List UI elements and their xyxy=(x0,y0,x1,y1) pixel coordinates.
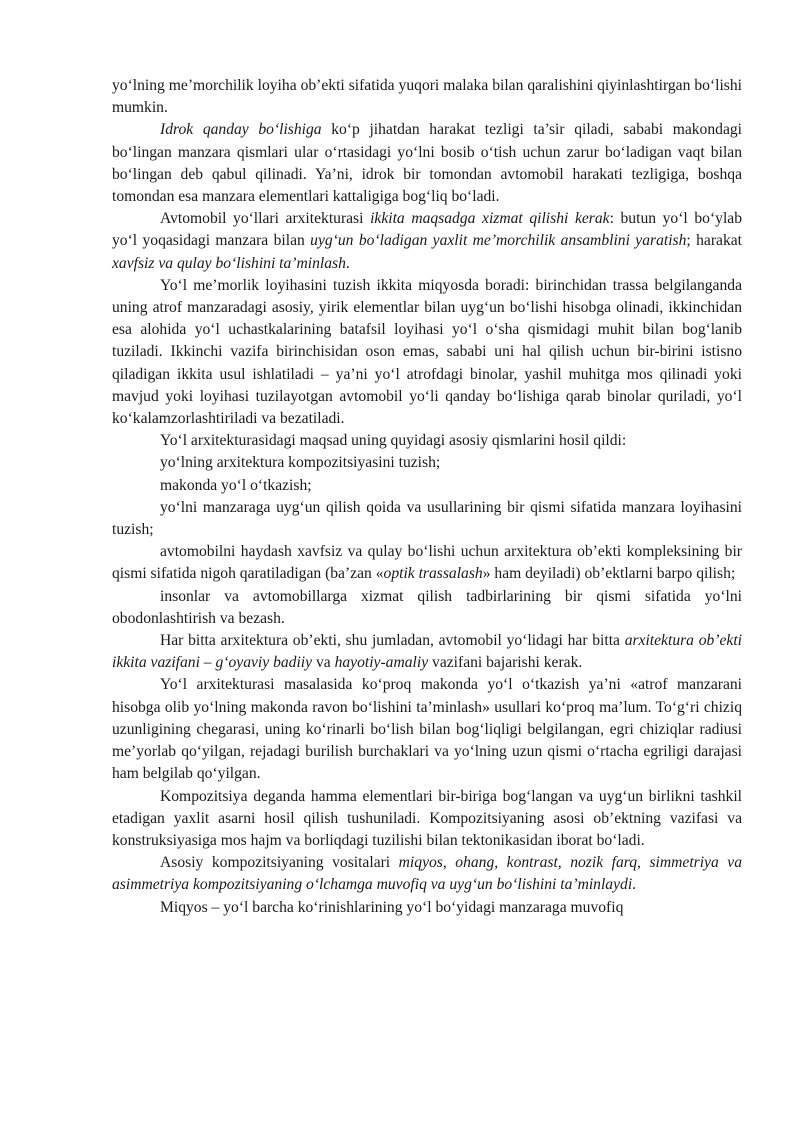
text-run: » ham deyiladi) ob’ektlarni barpo qilish; xyxy=(482,565,736,583)
italic-run: uyg‘un bo‘ladigan yaxlit me’morchilik ansamblini yaratish xyxy=(310,232,687,250)
text-run: Kompozitsiya deganda hamma elementlari bir-biriga bog‘langan va uyg‘un birlikni tashkil etadigan yaxlit asarni hosil qilish tushuniladi. Kompozitsiyaning asosi ob’ektning vazifasi va konstruksiyasiga mos hajm va borliqdagi tuzilishi bilan tektonikasidan iborat bo‘ladi. xyxy=(112,787,742,849)
list-item xyxy=(112,452,742,474)
text-run: Yo‘l arxitekturasidagi maqsad uning quyidagi asosiy qismlarini hosil qildi: xyxy=(160,432,627,450)
paragraph xyxy=(112,119,742,208)
list-item xyxy=(112,497,742,541)
paragraph xyxy=(112,75,742,119)
italic-run: Idrok qanday bo‘lishiga xyxy=(160,121,322,139)
text-run: Miqyos – yo‘l barcha ko‘rinishlarining yo‘l bo‘yidagi manzaraga muvofiq xyxy=(160,898,624,916)
text-run: ko‘p jihatdan harakat tezligi ta’sir qiladi, sababi makondagi bo‘lingan manzara qismlari ular o‘rtasidagi yo‘lni bosib o‘tish uchun zarur bo‘ladigan vaqt bilan bo‘lingan deb qabul qilinadi. Ya’ni, idrok bir tomondan avtomobil harakati tezligiga, boshqa tomondan esa manzara elementlari kattaligiga bog‘liq bo‘ladi. xyxy=(112,121,742,206)
list-item xyxy=(112,541,742,585)
text-run: insonlar va avtomobillarga xizmat qilish tadbirlarining bir qismi sifatida yo‘lni obodonlashtirish va bezash. xyxy=(112,587,742,627)
text-run: yo‘lni manzaraga uyg‘un qilish qoida va usullarining bir qismi sifatida manzara loyihasini tuzish; xyxy=(112,498,742,539)
list-item xyxy=(112,475,742,497)
italic-run: optik trassalash xyxy=(383,565,483,583)
text-run: . xyxy=(345,254,350,272)
text-run: Har bitta arxitektura ob’ekti, shu jumladan, avtomobil yo‘lidagi har bitta xyxy=(160,632,625,650)
text-run: vazifani bajarishi kerak. xyxy=(428,654,583,672)
text-run: : butun yo‘l bo‘ylab yo‘l yoqasidagi manzara bilan xyxy=(112,210,742,250)
text-run: Asosiy kompozitsiyaning vositalari xyxy=(160,854,399,872)
italic-run: xavfsiz va qulay bo‘lishini ta’minlash xyxy=(112,254,346,272)
paragraph xyxy=(112,897,742,919)
text-run: ; harakat xyxy=(686,232,742,250)
text-run: Avtomobil yo‘llari arxitekturasi xyxy=(160,210,371,228)
paragraph xyxy=(112,430,742,452)
italic-run: arxitektura ob’ekti ikkita vazifani – g‘oyaviy badiiy xyxy=(112,632,742,672)
paragraph xyxy=(112,275,742,430)
paragraph xyxy=(112,208,742,275)
text-run: yo‘lning arxitektura kompozitsiyasini tuzish; xyxy=(160,454,441,472)
italic-run: ikkita maqsadga xizmat qilishi kerak xyxy=(370,210,610,228)
text-run: Yo‘l arxitekturasi masalasida ko‘proq makonda yo‘l o‘tkazish ya’ni «atrof manzarani hisobga olib yo‘lning makonda ravon bo‘lishini ta’minlash» usullari ko‘proq ma’lum. To‘g‘ri chiziq uzunligining chegarasi, uning ko‘rinarli bo‘lish bilan bog‘liqligi belgilangan, egri chiziqlar radiusi me’yorlab qo‘yilgan, rejadagi burilish burchaklari va yo‘lning uzun qismi o‘rtacha egriligi darajasi ham belgilab qo‘yilgan. xyxy=(112,676,742,783)
text-run: avtomobilni haydash xavfsiz va qulay bo‘lishi uchun arxitektura ob’ekti kompleksining bir qismi sifatida nigoh qaratiladigan (ba’zan « xyxy=(112,543,742,583)
text-run: Yo‘l me’morlik loyihasini tuzish ikkita miqyosda boradi: birinchidan trassa belgilanganda uning atrof manzaradagi asosiy, yirik elementlar bilan uyg‘un bo‘lishi hisobga olinadi, ikkinchidan esa alohida yo‘l uchastkalarining batafsil loyihasi yo‘l o‘sha qismidagi muhit bilan bog‘lanib tuziladi. Ikkinchi vazifa birinchisidan oson emas, sababi uni hal qilish uchun bir-birini istisno qiladigan ikkita usul ishlatiladi – ya’ni yo‘l atrofdagi binolar, yashil muhitga mos qilinadi yoki mavjud yoki loyihasi tuzilayotgan avtomobil yo‘li qanday bo‘lishiga qarab binolar quriladi, yo‘l ko‘kalamzorlashtiriladi va bezatiladi. xyxy=(112,276,742,428)
paragraph xyxy=(112,674,742,785)
list-item xyxy=(112,586,742,630)
text-run: . xyxy=(632,876,637,894)
text-run: yo‘lning me’morchilik loyiha ob’ekti sifatida yuqori malaka bilan qaralishini qiyinlashtirgan bo‘lishi mumkin. xyxy=(112,77,742,117)
italic-run: hayotiy-amaliy xyxy=(334,654,429,672)
document-page xyxy=(112,75,742,919)
paragraph xyxy=(112,852,742,896)
text-run: va xyxy=(312,654,335,672)
text-run: makonda yo‘l o‘tkazish; xyxy=(160,476,312,494)
paragraph xyxy=(112,786,742,853)
italic-run: miqyos, ohang, kontrast, nozik farq, simmetriya va asimmetriya kompozitsiyaning o‘lchamga muvofiq va uyg‘un bo‘lishini ta’minlaydi xyxy=(112,854,743,894)
paragraph xyxy=(112,630,742,674)
